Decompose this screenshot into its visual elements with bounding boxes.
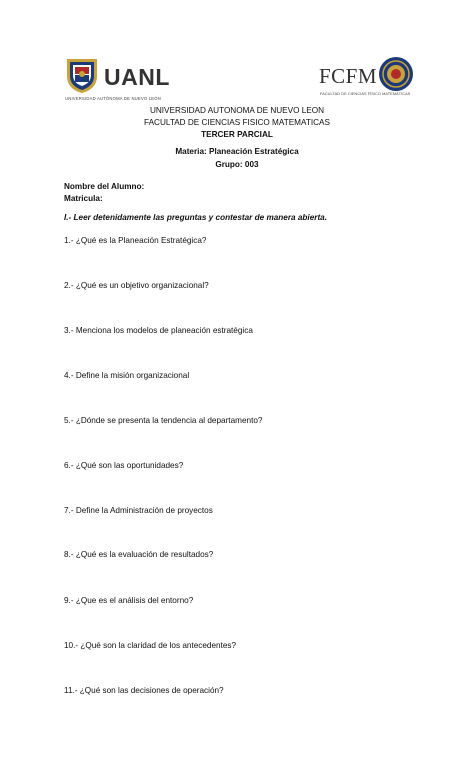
uanl-crest-icon bbox=[64, 56, 100, 94]
question-2: 2.- ¿Qué es un objetivo organizacional? bbox=[64, 281, 209, 290]
university-name: UNIVERSIDAD AUTONOMA DE NUEVO LEON bbox=[149, 106, 325, 115]
faculty-name: FACULTAD DE CIENCIAS FISICO MATEMATICAS bbox=[144, 118, 330, 127]
question-11: 11.- ¿Qué son las decisiones de operación? bbox=[64, 686, 224, 695]
fcfm-logo-text: FCFM bbox=[319, 64, 378, 88]
fcfm-seal-icon bbox=[378, 56, 414, 92]
uanl-logo-subtext: UNIVERSIDAD AUTÓNOMA DE NUEVO LEÓN bbox=[65, 96, 161, 101]
student-name-label: Nombre del Alumno: bbox=[64, 182, 145, 191]
instructions: I.- Leer detenidamente las preguntas y contestar de manera abierta. bbox=[64, 213, 327, 222]
uanl-logo-text: UANL bbox=[104, 64, 170, 90]
subject-line: Materia: Planeación Estratégica bbox=[175, 147, 299, 156]
question-3: 3.- Menciona los modelos de planeación estratégica bbox=[64, 326, 253, 335]
question-9: 9.- ¿Que es el análisis del entorno? bbox=[64, 596, 194, 605]
group-line: Grupo: 003 bbox=[215, 160, 259, 169]
question-5: 5.- ¿Dónde se presenta la tendencia al departamento? bbox=[64, 416, 263, 425]
question-10: 10.- ¿Qué son la claridad de los antecedentes? bbox=[64, 641, 237, 650]
uanl-logo bbox=[64, 56, 174, 106]
question-7: 7.- Define la Administración de proyectos bbox=[64, 506, 213, 515]
fcfm-logo bbox=[316, 56, 416, 106]
exam-title: TERCER PARCIAL bbox=[201, 130, 273, 139]
fcfm-logo-subtext: FACULTAD DE CIENCIAS FÍSICO MATEMÁTICAS bbox=[320, 92, 411, 96]
question-1: 1.- ¿Qué es la Planeación Estratégica? bbox=[64, 236, 207, 245]
question-4: 4.- Define la misión organizacional bbox=[64, 371, 190, 380]
question-8: 8.- ¿Qué es la evaluación de resultados? bbox=[64, 550, 214, 559]
student-id-label: Matricula: bbox=[64, 194, 103, 203]
question-6: 6.- ¿Qué son las oportunidades? bbox=[64, 461, 184, 470]
